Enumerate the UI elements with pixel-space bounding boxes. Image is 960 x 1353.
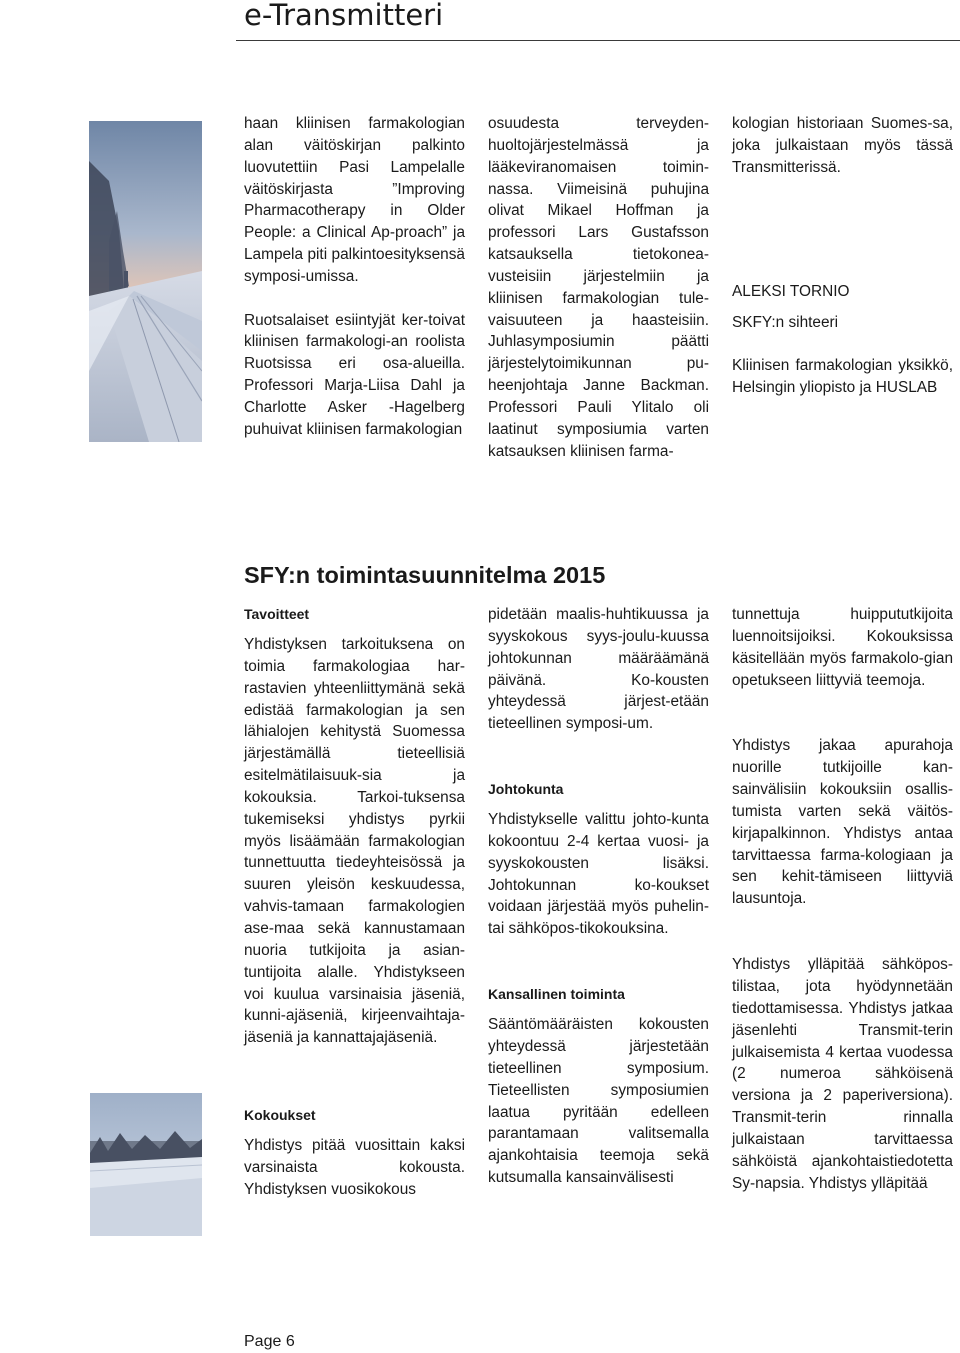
plan-paragraph: tunnettuja huippututkijoita luennoitsijoiksi. Kokouksissa käsitellään myös farmakolo-gian opetukseen liittyviä teemoja. — [732, 606, 953, 689]
meetings-continued-paragraph: pidetään maalis-huhtikuussa ja syyskokous syys-joulu-kuussa johtokunnan määräämänä päivänä. Ko-kousten yhteydessä järjest-etään tieteellinen symposi-um. — [488, 606, 709, 733]
plan-column-3 — [732, 604, 953, 1194]
national-activities-paragraph: Sääntömääräisten kokousten yhteydessä järjestetään tieteellinen symposium. Tieteellisten symposiumien laatua pyritään edelleen parantamaan valitsemalla ajankohtaisia teemoja sekä kutsumalla kansainvälisesti — [488, 1016, 709, 1187]
subheading-national-activities: Kansallinen toiminta — [488, 986, 625, 1003]
subheading-goals: Tavoitteet — [244, 606, 310, 622]
page-number: Page 6 — [244, 1333, 295, 1350]
header-divider — [236, 40, 960, 41]
author-signature — [732, 281, 953, 399]
plan-paragraph: Yhdistys ylläpitää sähköpos-tilistaa, jota hyödynnetään tiedottamisessa. Yhdistys jatkaa jäsenlehti Transmit-terin julkaisemista 4 kertaa vuodessa (2 numeroa sähköisenä versiona ja 2 paperiversiona). Transmit-terin rinnalla julkaistaan tarvittaessa sähköistä ajankohtaistiedotetta Sy-napsia. Yhdistys ylläpitää — [732, 956, 953, 1192]
winter-field-photo — [90, 1093, 202, 1236]
plan-paragraph: Yhdistys jakaa apurahoja nuorille tutkijoille kan-sainvälisiin kokouksiin osallis-tumista varten sekä väitös-kirjapalkinnon. Yhdistys antaa tarvittaessa farma-kologiaan ja sen kehit-tämiseen liittyviä lausuntoja. — [732, 737, 953, 908]
author-affiliation: Kliinisen farmakologian yksikkö, Helsingin yliopisto ja HUSLAB — [732, 357, 953, 397]
article-column-1 — [244, 113, 465, 441]
author-role: SKFY:n sihteeri — [732, 314, 839, 332]
publication-title: e-Transmitteri — [244, 0, 444, 32]
board-paragraph: Yhdistykselle valittu johto-kunta kokoontuu 2-4 kertaa vuosi- ja syyskokousten lisäksi. Johtokunnan ko-koukset voidaan järjestää myös puhelin- tai sähköpos-tikokouksina. — [488, 811, 709, 938]
subheading-meetings: Kokoukset — [244, 1107, 316, 1124]
winter-road-photo — [89, 121, 202, 442]
section-title: SFY:n toimintasuunnitelma 2015 — [244, 562, 606, 588]
plan-column-2 — [488, 604, 709, 1189]
article-column-2 — [488, 113, 709, 463]
goals-paragraph: Yhdistyksen tarkoituksena on toimia farmakologiaa har-rastavien yhteenliittymänä sekä edistää farmakologian ja sen lähialojen kehitystä Suomessa järjestämällä tieteellisiä esitelmätilaisuuk-sia ja kokouksia. Tarkoi-tuksensa tukemiseksi yhdistys pyrkii myös lisäämään farmakologian tunnettuutta tiedeyhteisössä ja suuren yleisön keskuudessa, vahvis-tamaan farmakologien ase-maa sekä kannustamaan nuoria tutkijoita ja asian-tuntijoita alalle. Yhdistykseen voi kuulua varsinaisia jäseniä, kunni-ajäseniä, kirjeenvaihtaja-jäseniä ja kannattajajäseniä. — [244, 636, 465, 1047]
article-paragraph: kologian historiaan Suomes-sa, joka julkaistaan myös tässä Transmitterissä. — [732, 115, 953, 176]
meetings-paragraph: Yhdistys pitää vuosittain kaksi varsinaista kokousta. Yhdistyksen vuosikokous — [244, 1137, 465, 1198]
article-column-3 — [732, 113, 953, 399]
article-paragraph: haan kliinisen farmakologian alan väitöskirjan palkinto luovutettiin Pasi Lampelalle väitöskirjasta ”Improving Pharmacotherapy in Older People: a Clinical Ap-proach” ja Lampela piti palkintoesityksensä symposi-umissa. — [244, 115, 465, 285]
article-paragraph: osuudesta terveyden-huoltojärjestelmässä ja lääkeviranomaisen toimin-nassa. Viimeisinä puhujina olivat Mikael Hoffman ja professori Lars Gustafsson katsauksella tietokonea-vusteisiin järjestelmiin ja kliinisen farmakologian tule-vaisuuteen ja haasteisiin. Juhlasymposiumin päätti järjestelytoimikunnan pu-heenjohtaja Janne Backman. Professori Pauli Ylitalo oli laatinut symposiumia varten katsauksen kliinisen farma- — [488, 115, 709, 460]
article-paragraph: Ruotsalaiset esiintyjät ker-toivat kliinisen farmakologi-an roolista Ruotsissa eri osa-alueilla. Professori Marja-Liisa Dahl ja Charlotte Asker -Hagelberg puhuivat kliinisen farmakologian — [244, 311, 465, 438]
subheading-board: Johtokunta — [488, 781, 564, 798]
page-header — [0, 0, 960, 42]
plan-column-1 — [244, 604, 465, 1201]
author-name: ALEKSI TORNIO — [732, 282, 850, 300]
